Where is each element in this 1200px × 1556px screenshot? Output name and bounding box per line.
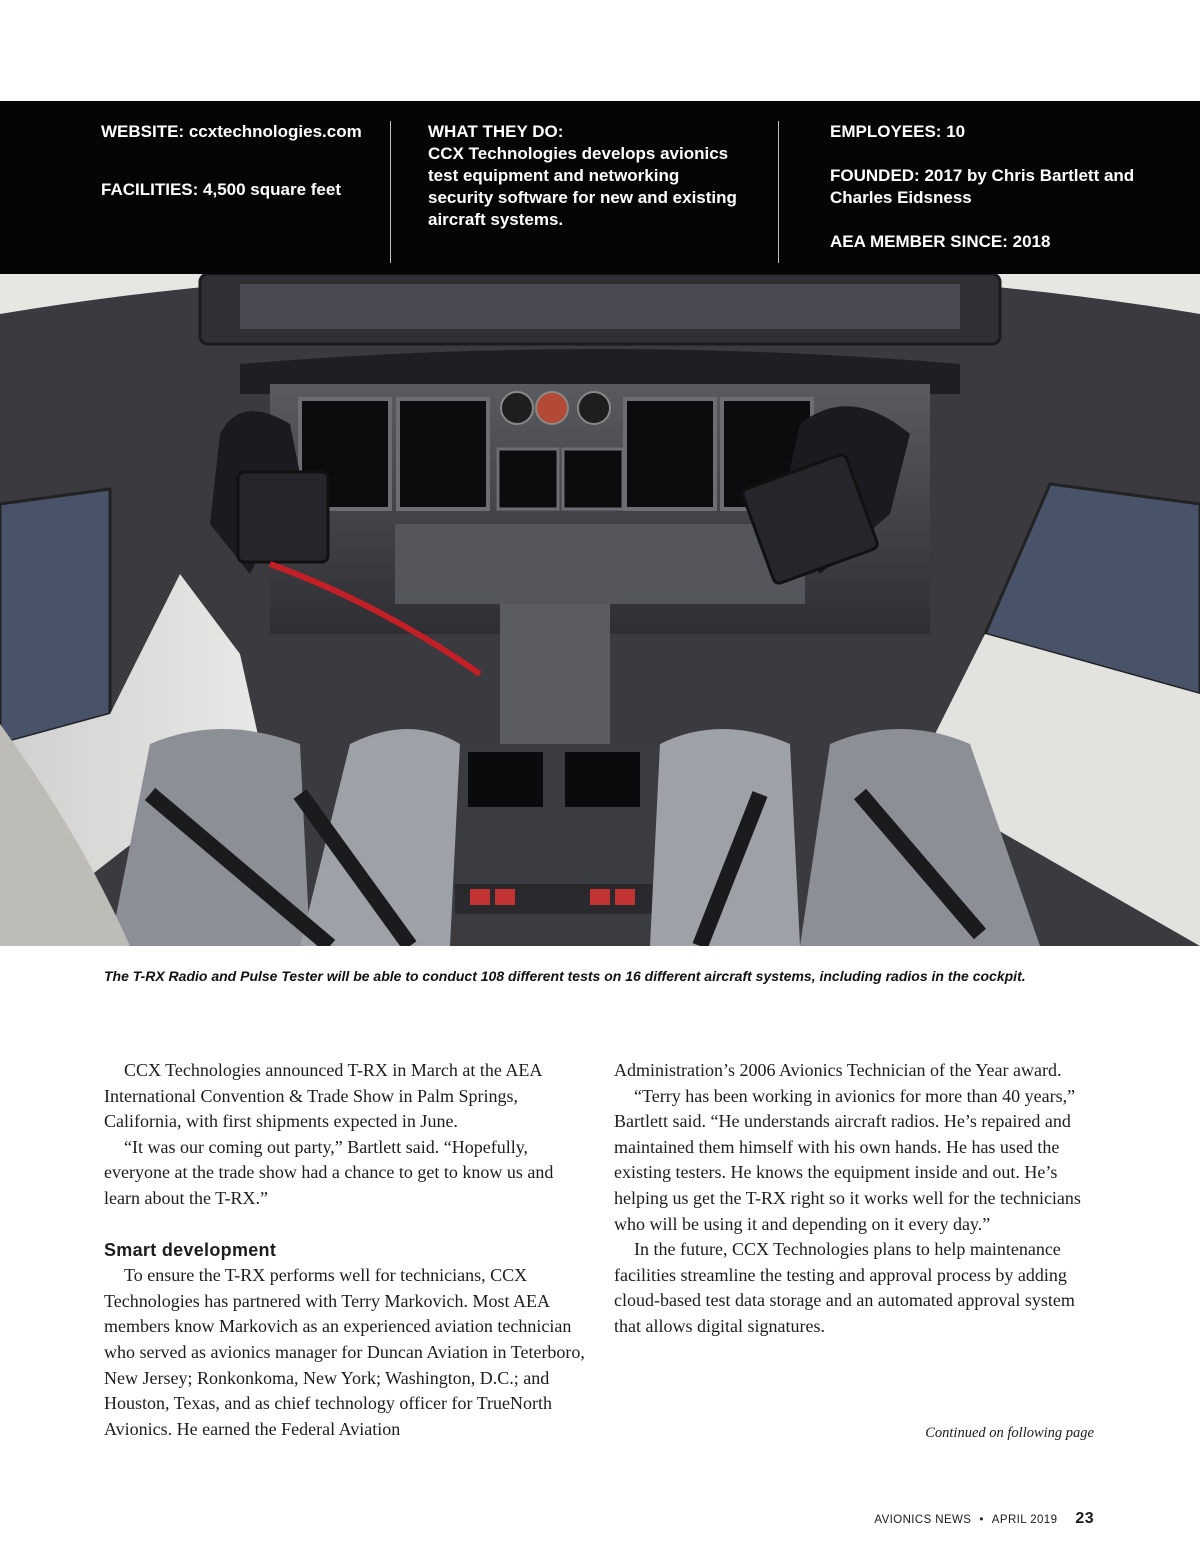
footer-bullet: • bbox=[979, 1514, 984, 1526]
article-column-left bbox=[104, 1058, 586, 1442]
website-label: WEBSITE: bbox=[101, 122, 185, 141]
paragraph: “It was our coming out party,” Bartlett said. “Hopefully, everyone at the trade show had a chance to get to know us and learn about the T-RX.” bbox=[104, 1136, 554, 1208]
founded-value: 2017 by Chris Bartlett and Charles Eidsness bbox=[830, 166, 1135, 207]
section-subhead: Smart development bbox=[104, 1239, 277, 1260]
publication-name: AVIONICS NEWS bbox=[874, 1514, 972, 1526]
facilities-label: FACILITIES: bbox=[101, 180, 199, 199]
photo-caption: The T-RX Radio and Pulse Tester will be able to conduct 108 different tests on 16 different aircraft systems, including radios in the cockpit. bbox=[104, 968, 1026, 984]
cockpit-illustration bbox=[0, 274, 1200, 946]
employees-label: EMPLOYEES: bbox=[830, 122, 942, 141]
paragraph: To ensure the T-RX performs well for technicians, CCX Technologies has partnered with Terry Markovich. Most AEA members know Markovich as an experienced aviation technician who served as avionics manager for Duncan Aviation in Teterboro, New Jersey; Ronkonkoma, New York; Washington, D.C.; and Houston, Texas, and as chief technology officer for TrueNorth Avionics. He earned the Federal Aviation bbox=[104, 1265, 585, 1439]
cockpit-photo bbox=[0, 274, 1200, 946]
company-info-banner bbox=[0, 101, 1200, 274]
continued-note: Continued on following page bbox=[925, 1425, 1094, 1441]
website-value: ccxtechnologies.com bbox=[188, 122, 362, 141]
page-footer bbox=[820, 1510, 1094, 1528]
info-column-website bbox=[101, 121, 371, 201]
page-number: 23 bbox=[1075, 1510, 1094, 1527]
paragraph: Administration’s 2006 Avionics Technician of the Year award. bbox=[614, 1060, 1062, 1080]
employees-value: 10 bbox=[946, 122, 966, 141]
paragraph: CCX Technologies announced T-RX in March at the AEA International Convention & Trade Show in Palm Springs, California, with first shipments expected in June. bbox=[104, 1060, 542, 1132]
what-they-do-label: WHAT THEY DO: bbox=[428, 122, 564, 141]
issue-date: APRIL 2019 bbox=[991, 1514, 1058, 1526]
info-column-company bbox=[830, 121, 1160, 253]
member-since-value: 2018 bbox=[1012, 232, 1051, 251]
what-they-do-value: CCX Technologies develops avionics test equipment and networking security software for new and existing aircraft systems. bbox=[428, 144, 737, 229]
paragraph: “Terry has been working in avionics for more than 40 years,” Bartlett said. “He understands aircraft radios. He’s repaired and maintained them himself with his own hands. He has used the existing testers. He knows the equipment inside and out. He’s helping us get the T-RX right so it works well for the technicians who will be using it and depending on it every day.” bbox=[614, 1085, 1081, 1234]
info-divider bbox=[778, 121, 779, 263]
info-divider bbox=[390, 121, 391, 263]
info-column-what bbox=[428, 121, 748, 231]
facilities-value: 4,500 square feet bbox=[203, 180, 341, 199]
member-since-label: AEA MEMBER SINCE: bbox=[830, 232, 1008, 251]
paragraph: In the future, CCX Technologies plans to help maintenance facilities streamline the testing and approval process by adding cloud-based test data storage and an automated approval system that allows digital signatures. bbox=[614, 1239, 1075, 1336]
founded-label: FOUNDED: bbox=[830, 166, 920, 185]
article-column-right bbox=[614, 1058, 1096, 1340]
